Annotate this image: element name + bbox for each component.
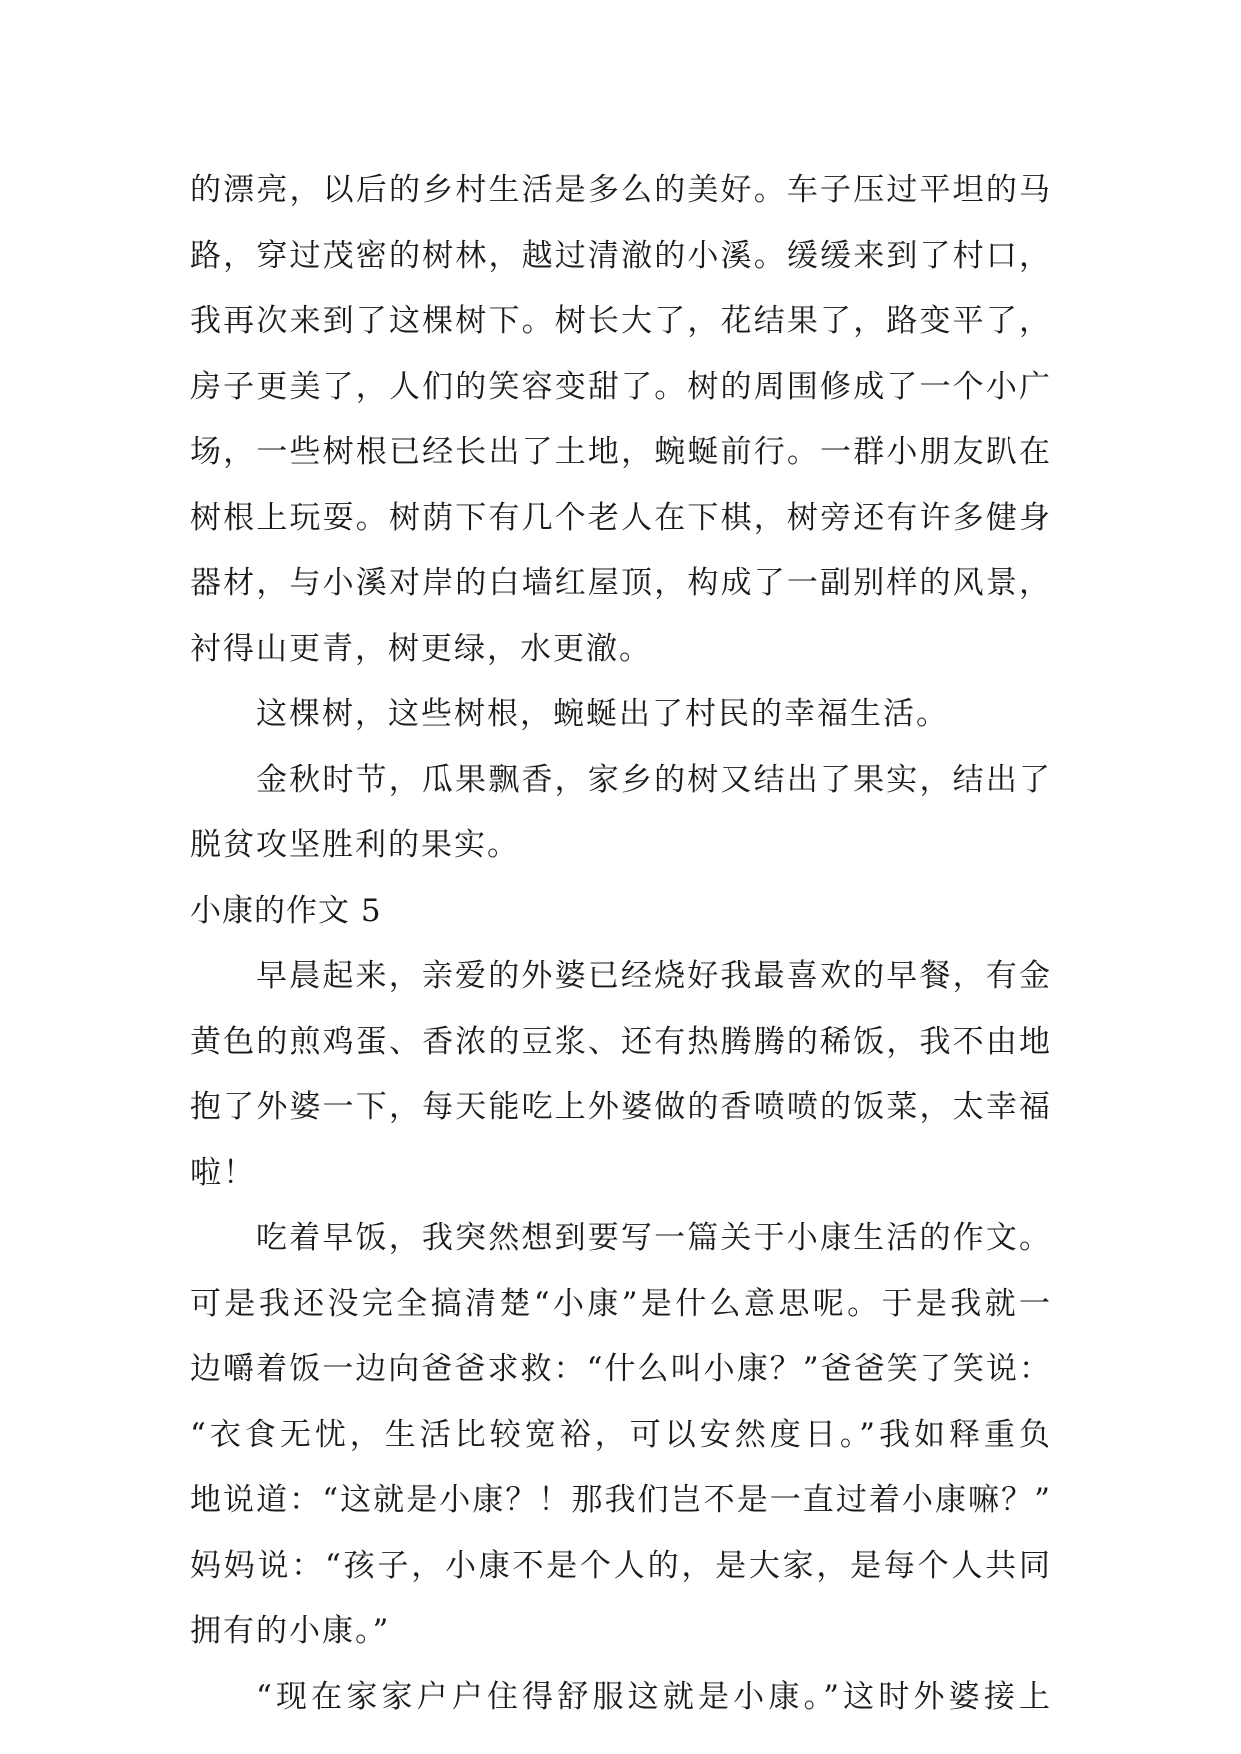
section-heading: 小康的作文 5 bbox=[190, 892, 382, 929]
text-line: 妈妈说：“孩子，小康不是个人的，是大家，是每个人共同 bbox=[190, 1547, 1052, 1584]
text-line: 树根上玩耍。树荫下有几个老人在下棋，树旁还有许多健身 bbox=[190, 499, 1052, 536]
text-line: 抱了外婆一下，每天能吃上外婆做的香喷喷的饭菜，太幸福 bbox=[190, 1089, 1052, 1125]
text-line: 器材，与小溪对岸的白墙红屋顶，构成了一副别样的风景， bbox=[190, 565, 1052, 601]
text-line: 场，一些树根已经长出了土地，蜿蜒前行。一群小朋友趴在 bbox=[190, 434, 1052, 470]
text-line: 我再次来到了这棵树下。树长大了，花结果了，路变平了， bbox=[190, 303, 1052, 339]
text-line: 脱贫攻坚胜利的果实。 bbox=[190, 827, 520, 863]
text-line: 地说道：“这就是小康？！那我们岂不是一直过着小康嘛？” bbox=[190, 1482, 1052, 1518]
text-line: 房子更美了，人们的笑容变甜了。树的周围修成了一个小广 bbox=[190, 368, 1052, 405]
text-line: 早晨起来，亲爱的外婆已经烧好我最喜欢的早餐，有金 bbox=[256, 958, 1052, 994]
text-line: 可是我还没完全搞清楚“小康”是什么意思呢。于是我就一 bbox=[190, 1285, 1052, 1322]
text-line: 拥有的小康。” bbox=[190, 1613, 391, 1649]
text-line: 衬得山更青，树更绿，水更澈。 bbox=[190, 630, 652, 667]
text-line: 的漂亮，以后的乡村生活是多么的美好。车子压过平坦的马 bbox=[190, 172, 1052, 208]
text-line: “衣食无忧，生活比较宽裕，可以安然度日。”我如释重负 bbox=[190, 1416, 1052, 1453]
text-line: “现在家家户户住得舒服这就是小康。”这时外婆接上 bbox=[256, 1678, 1052, 1715]
text-line: 金秋时节，瓜果飘香，家乡的树又结出了果实，结出了 bbox=[256, 761, 1052, 798]
text-line: 黄色的煎鸡蛋、香浓的豆浆、还有热腾腾的稀饭，我不由地 bbox=[190, 1023, 1052, 1060]
text-line: 边嚼着饭一边向爸爸求救：“什么叫小康？”爸爸笑了笑说： bbox=[190, 1351, 1052, 1387]
text-line: 这棵树，这些树根，蜿蜒出了村民的幸福生活。 bbox=[256, 696, 949, 732]
text-line: 啦！ bbox=[190, 1154, 256, 1191]
document-body bbox=[190, 158, 1052, 1730]
text-line: 吃着早饭，我突然想到要写一篇关于小康生活的作文。 bbox=[256, 1220, 1052, 1256]
text-line: 路，穿过茂密的树林，越过清澈的小溪。缓缓来到了村口， bbox=[190, 237, 1052, 274]
